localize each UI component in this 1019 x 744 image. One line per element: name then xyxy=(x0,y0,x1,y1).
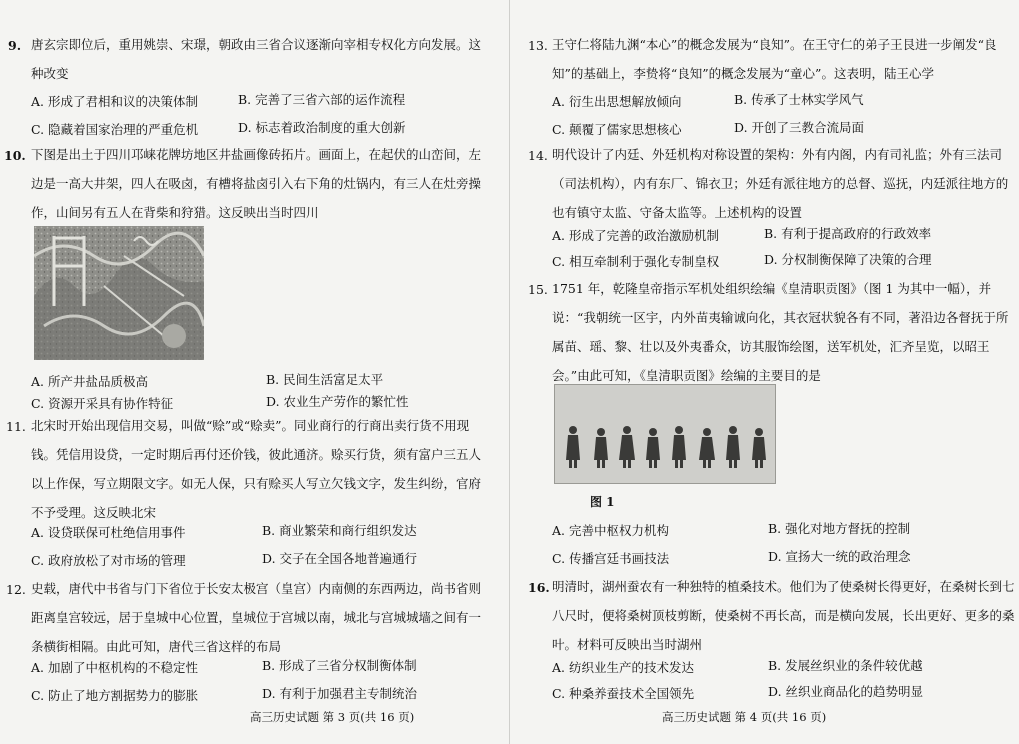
question-16-option-b[interactable]: B. 发展丝织业的条件较优越 xyxy=(768,658,923,673)
question-9-option-c[interactable]: C. 隐藏着国家治理的严重危机 xyxy=(31,122,199,137)
question-9-option-b[interactable]: B. 完善了三省六部的运作流程 xyxy=(238,92,406,107)
question-9-option-a[interactable]: A. 形成了君相和议的决策体制 xyxy=(31,94,198,109)
question-15-option-c[interactable]: C. 传播宫廷书画技法 xyxy=(552,551,670,566)
question-14-option-d[interactable]: D. 分权制衡保障了决策的合理 xyxy=(764,252,932,267)
question-14-option-b[interactable]: B. 有利于提高政府的行政效率 xyxy=(764,226,932,241)
question-15-option-d[interactable]: D. 宣扬大一统的政治理念 xyxy=(768,549,911,564)
question-15-number: 15. xyxy=(528,282,548,297)
question-13-option-a[interactable]: A. 衍生出思想解放倾向 xyxy=(552,94,682,109)
page-3-footer: 高三历史试题 第 3 页(共 16 页) xyxy=(250,710,415,724)
question-10-number: 10. xyxy=(4,148,26,163)
tribute-figures-painting xyxy=(554,384,776,484)
question-10-option-b[interactable]: B. 民间生活富足太平 xyxy=(266,372,384,387)
question-14-option-c[interactable]: C. 相互牵制利于强化专制皇权 xyxy=(552,254,720,269)
question-10-option-a[interactable]: A. 所产井盐品质极高 xyxy=(31,374,148,389)
question-16-option-a[interactable]: A. 纺织业生产的技术发达 xyxy=(552,660,694,675)
question-10-stem: 下图是出土于四川邛崃花牌坊地区井盐画像砖拓片。画面上，在起伏的山峦间，左边是一高大井架，四人在吸卤，有槽将盐卤引入右下角的灶锅内，有三人在灶旁操作，山间另有五人在背柴和狩猎。这反映出当时四川 xyxy=(31,147,482,220)
question-14-stem: 明代设计了内廷、外廷机构对称设置的架构：外有内阁，内有司礼监；外有三法司（司法机构），内有东厂、锦衣卫；外廷有派往地方的总督、巡抚，内廷派往地方的也有镇守太监、守备太监等。上述机构的设置 xyxy=(552,147,1009,220)
question-12-option-c[interactable]: C. 防止了地方割据势力的膨胀 xyxy=(31,688,199,703)
question-11-option-c[interactable]: C. 政府放松了对市场的管理 xyxy=(31,553,186,568)
question-15-option-a[interactable]: A. 完善中枢权力机构 xyxy=(552,523,669,538)
question-12-option-a[interactable]: A. 加剧了中枢机构的不稳定性 xyxy=(31,660,198,675)
question-11-option-a[interactable]: A. 设贷联保可杜绝信用事件 xyxy=(31,525,186,540)
question-9-number: 9. xyxy=(8,38,22,53)
question-14-option-a[interactable]: A. 形成了完善的政治激励机制 xyxy=(552,228,719,243)
figure-1-caption: 图 1 xyxy=(590,495,615,509)
question-14-number: 14. xyxy=(528,148,548,163)
question-11-option-b[interactable]: B. 商业繁荣和商行组织发达 xyxy=(262,523,417,538)
question-11-stem: 北宋时开始出现信用交易，叫做“赊”或“赊卖”。同业商行的行商出卖行货不用现钱。凭信用设贷，一定时期后再付还价钱，彼此通济。赊买行货，须有富户三五人以上作保，写立期限文字。如无人保，只有赊买人写立欠钱文字，发生纠纷，官府不予受理。这反映北宋 xyxy=(31,418,482,520)
question-13-option-d[interactable]: D. 开创了三教合流局面 xyxy=(734,120,865,135)
question-10-option-c[interactable]: C. 资源开采具有协作特征 xyxy=(31,396,174,411)
question-9-stem: 唐玄宗即位后，重用姚崇、宋璟，朝政由三省合议逐渐向宰相专权化方向发展。这种改变 xyxy=(31,37,482,81)
question-12-number: 12. xyxy=(6,582,26,597)
question-11-number: 11. xyxy=(6,419,26,434)
exam-page-4 xyxy=(512,0,1019,744)
question-13-option-c[interactable]: C. 颠覆了儒家思想核心 xyxy=(552,122,682,137)
question-16-option-d[interactable]: D. 丝织业商品化的趋势明显 xyxy=(768,684,924,699)
question-15-option-b[interactable]: B. 强化对地方督抚的控制 xyxy=(768,521,911,536)
question-15-stem: 1751 年，乾隆皇帝指示军机处组织绘编《皇清职贡图》（图 1 为其中一幅），并说：“我朝统一区宇，内外苗夷输诚向化，其衣冠状貌各有不同，著沿边各督抚于所属苗、瑶、黎、壮以及外夷番众，访其服饰绘图，送军机处，汇齐呈览，以昭王会。”由此可知，《皇清职贡图》绘编的主要目的是 xyxy=(552,281,1009,383)
question-13-stem: 王守仁将陆九渊“本心”的概念发展为“良知”。在王守仁的弟子王艮进一步阐发“良知”的基础上，李贽将“良知”的概念发展为“童心”。这表明，陆王心学 xyxy=(552,37,997,81)
question-12-option-b[interactable]: B. 形成了三省分权制衡体制 xyxy=(262,658,417,673)
question-11-option-d[interactable]: D. 交子在全国各地普遍通行 xyxy=(262,551,418,566)
question-12-stem: 史载，唐代中书省与门下省位于长安太极宫（皇宫）内南侧的东西两边，尚书省则距离皇宫较远，居于皇城中心位置，皇城位于宫城以南，城北与宫城城墙之间有一条横街相隔。由此可知，唐代三省这样的布局 xyxy=(31,581,482,654)
page-4-footer: 高三历史试题 第 4 页(共 16 页) xyxy=(662,710,827,724)
question-10-option-d[interactable]: D. 农业生产劳作的繁忙性 xyxy=(266,394,409,409)
question-13-number: 13. xyxy=(528,38,548,53)
question-13-option-b[interactable]: B. 传承了士林实学风气 xyxy=(734,92,864,107)
question-16-option-c[interactable]: C. 种桑养蚕技术全国领先 xyxy=(552,686,695,701)
question-12-option-d[interactable]: D. 有利于加强君主专制统治 xyxy=(262,686,418,701)
question-16-stem: 明清时，湖州蚕农有一种独特的植桑技术。他们为了使桑树长得更好，在桑树长到七八尺时，便将桑树顶枝剪断，使桑树不再长高，而是横向发展，长出更好、更多的桑叶。材料可反映出当时湖州 xyxy=(552,579,1015,652)
salt-well-rubbing-image xyxy=(34,226,204,360)
question-9-option-d[interactable]: D. 标志着政治制度的重大创新 xyxy=(238,120,406,135)
question-16-number: 16. xyxy=(528,580,550,595)
